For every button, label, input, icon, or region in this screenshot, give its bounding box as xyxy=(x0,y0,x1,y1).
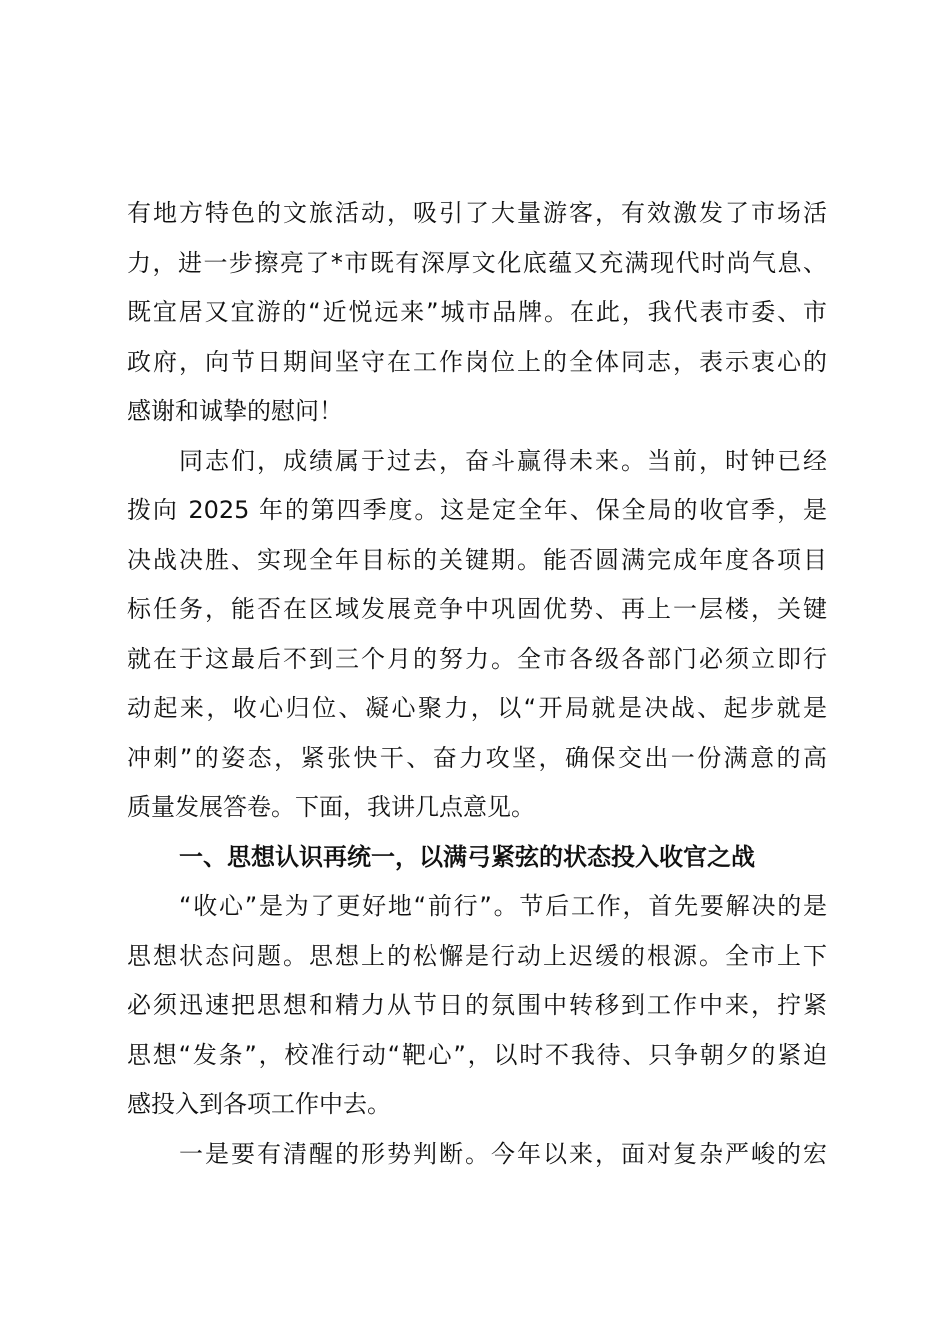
text-line: 拨向 2025 年的第四季度。这是定全年、保全局的收官季，是 xyxy=(127,496,827,524)
text-line: 标任务，能否在区域发展竞争中巩固优势、再上一层楼，关键 xyxy=(127,595,827,623)
text-line: 感谢和诚挚的慰问！ xyxy=(127,397,343,425)
paragraph-first-line: “收心”是为了更好地“前行”。节后工作，首先要解决的是 xyxy=(179,892,827,920)
text-line: 质量发展答卷。下面，我讲几点意见。 xyxy=(127,793,535,821)
text-line: 必须迅速把思想和精力从节日的氛围中转移到工作中来，拧紧 xyxy=(127,991,827,1019)
text-line: 感投入到各项工作中去。 xyxy=(127,1090,391,1118)
paragraph-first-line: 同志们，成绩属于过去，奋斗赢得未来。当前，时钟已经 xyxy=(179,446,827,475)
text-line: 决战决胜、实现全年目标的关键期。能否圆满完成年度各项目 xyxy=(127,545,827,574)
paragraph-first-line: 一是要有清醒的形势判断。今年以来，面对复杂严峻的宏 xyxy=(179,1139,827,1168)
text-line: 冲刺”的姿态，紧张快干、奋力攻坚，确保交出一份满意的高 xyxy=(127,743,827,772)
text-line: 政府，向节日期间坚守在工作岗位上的全体同志，表示衷心的 xyxy=(127,347,827,376)
text-line: 有地方特色的文旅活动，吸引了大量游客，有效激发了市场活 xyxy=(127,199,827,227)
text-line: 思想“发条”，校准行动“靶心”，以时不我待、只争朝夕的紧迫 xyxy=(127,1040,827,1069)
section-heading: 一、思想认识再统一，以满弓紧弦的状态投入收官之战 xyxy=(179,842,755,871)
text-line: 就在于这最后不到三个月的努力。全市各级各部门必须立即行 xyxy=(127,644,827,673)
body-text xyxy=(127,189,827,1179)
text-line: 动起来，收心归位、凝心聚力，以“开局就是决战、起步就是 xyxy=(127,694,827,722)
text-line: 力，进一步擦亮了*市既有深厚文化底蕴又充满现代时尚气息、 xyxy=(127,248,827,277)
text-line: 既宜居又宜游的“近悦远来”城市品牌。在此，我代表市委、市 xyxy=(127,298,827,326)
text-line: 思想状态问题。思想上的松懈是行动上迟缓的根源。全市上下 xyxy=(127,941,827,970)
